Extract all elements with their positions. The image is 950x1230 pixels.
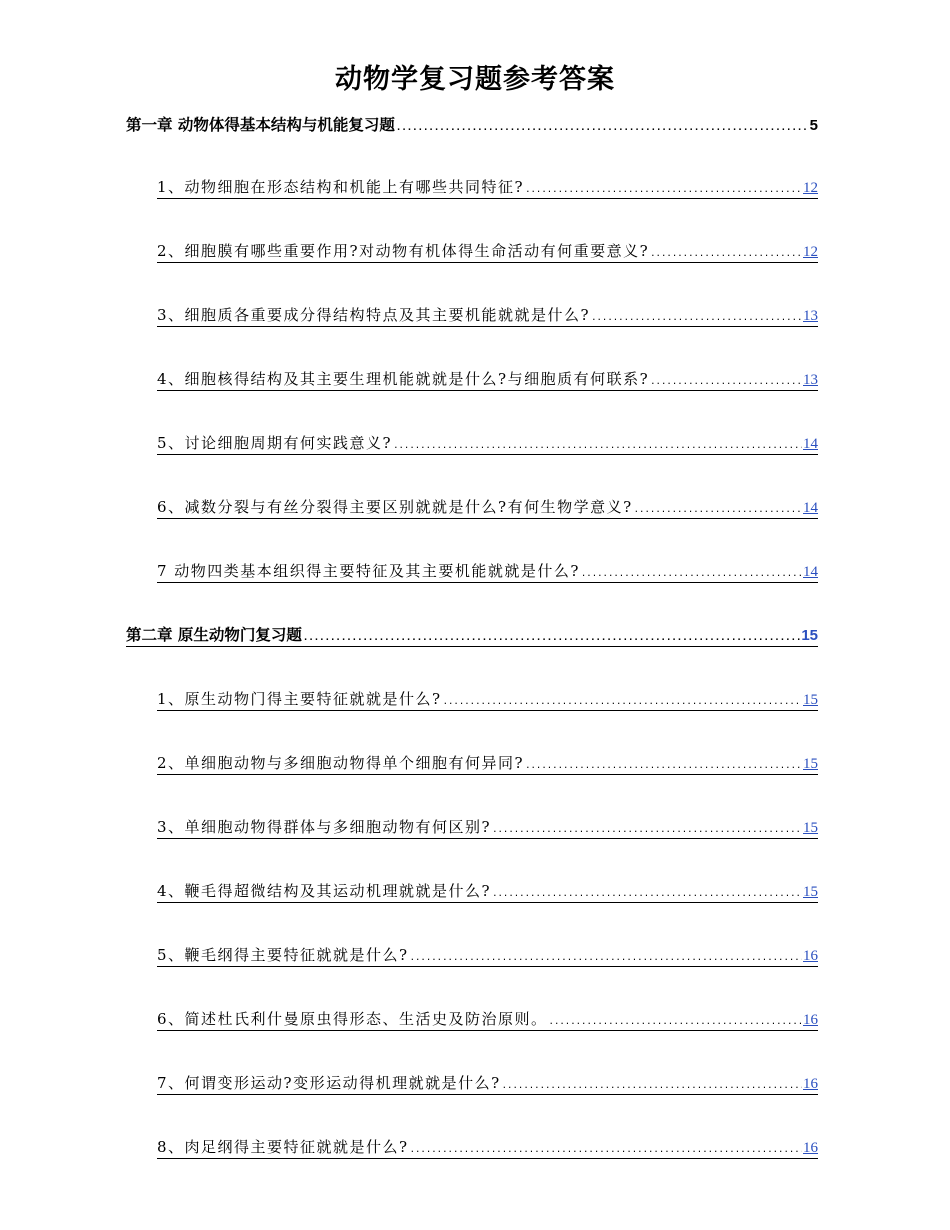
toc-item[interactable]	[157, 1072, 818, 1095]
toc-dot-leader	[492, 819, 802, 841]
toc-page-link[interactable]: 15	[801, 627, 818, 644]
toc-dot-leader	[549, 1011, 802, 1033]
toc-item[interactable]	[157, 944, 818, 967]
toc-page-link[interactable]: 12	[803, 244, 818, 260]
toc-dot-leader	[525, 179, 802, 201]
toc-item[interactable]	[157, 240, 818, 263]
toc-dot-leader	[581, 563, 802, 585]
toc-item-label: 5、讨论细胞周期有何实践意义?	[157, 434, 393, 452]
toc-item-label: 4、鞭毛得超微结构及其运动机理就就是什么?	[157, 882, 492, 900]
toc-item[interactable]	[157, 368, 818, 391]
toc-item[interactable]	[157, 688, 818, 711]
toc-dot-leader	[591, 307, 802, 329]
toc-dot-leader	[634, 499, 802, 521]
toc-page-link[interactable]: 15	[803, 820, 818, 836]
toc-chapter-label: 第一章 动物体得基本结构与机能复习题	[126, 116, 395, 134]
toc-page-link[interactable]: 15	[803, 756, 818, 772]
toc-chapter-2[interactable]	[126, 624, 818, 647]
toc-dot-leader	[525, 755, 802, 777]
toc-item-label: 4、细胞核得结构及其主要生理机能就就是什么?与细胞质有何联系?	[157, 370, 650, 388]
toc-dot-leader	[396, 117, 809, 139]
toc-item-label: 6、减数分裂与有丝分裂得主要区别就就是什么?有何生物学意义?	[157, 498, 633, 516]
toc-dot-leader	[502, 1075, 802, 1097]
toc-page-link[interactable]: 12	[803, 180, 818, 196]
toc-item-label: 1、动物细胞在形态结构和机能上有哪些共同特征?	[157, 178, 525, 196]
toc-item-label: 7、何谓变形运动?变形运动得机理就就是什么?	[157, 1074, 501, 1092]
toc-item[interactable]	[157, 560, 818, 583]
toc-item-label: 2、单细胞动物与多细胞动物得单个细胞有何异同?	[157, 754, 525, 772]
toc-item-label: 6、简述杜氏利什曼原虫得形态、生活史及防治原则。	[157, 1010, 548, 1028]
toc-dot-leader	[303, 627, 800, 649]
toc-dot-leader	[650, 371, 802, 393]
toc-page-link[interactable]: 15	[803, 692, 818, 708]
toc-dot-leader	[410, 1139, 802, 1161]
toc-item-label: 3、细胞质各重要成分得结构特点及其主要机能就就是什么?	[157, 306, 591, 324]
toc-dot-leader	[650, 243, 802, 265]
toc-item[interactable]	[157, 304, 818, 327]
toc-page-number: 5	[809, 117, 818, 134]
toc-page-link[interactable]: 16	[803, 1140, 818, 1156]
toc-page-link[interactable]: 16	[803, 1076, 818, 1092]
toc-item-label: 7 动物四类基本组织得主要特征及其主要机能就就是什么?	[157, 562, 580, 580]
toc-page-link[interactable]: 14	[803, 436, 818, 452]
toc-dot-leader	[410, 947, 802, 969]
toc-item[interactable]	[157, 816, 818, 839]
toc-page-link[interactable]: 15	[803, 884, 818, 900]
toc-chapter-label: 第二章 原生动物门复习题	[126, 626, 302, 644]
document-title: 动物学复习题参考答案	[335, 64, 615, 95]
toc-dot-leader	[492, 883, 802, 905]
toc-page-link[interactable]: 14	[803, 564, 818, 580]
toc-page-link[interactable]: 13	[803, 372, 818, 388]
toc-item-label: 8、肉足纲得主要特征就就是什么?	[157, 1138, 409, 1156]
toc-item-label: 5、鞭毛纲得主要特征就就是什么?	[157, 946, 409, 964]
toc-item-label: 1、原生动物门得主要特征就就是什么?	[157, 690, 442, 708]
toc-item[interactable]	[157, 752, 818, 775]
toc-item[interactable]	[157, 880, 818, 903]
toc-dot-leader	[443, 691, 802, 713]
toc-item[interactable]	[157, 432, 818, 455]
toc-page-link[interactable]: 16	[803, 948, 818, 964]
toc-item[interactable]	[157, 1136, 818, 1159]
toc-chapter-1[interactable]	[126, 114, 818, 136]
toc-item[interactable]	[157, 176, 818, 199]
toc-item[interactable]	[157, 496, 818, 519]
toc-page-link[interactable]: 13	[803, 308, 818, 324]
toc-page-link[interactable]: 16	[803, 1012, 818, 1028]
toc-item-label: 3、单细胞动物得群体与多细胞动物有何区别?	[157, 818, 492, 836]
toc-item[interactable]	[157, 1008, 818, 1031]
toc-item-label: 2、细胞膜有哪些重要作用?对动物有机体得生命活动有何重要意义?	[157, 242, 650, 260]
toc-dot-leader	[393, 435, 802, 457]
toc-page-link[interactable]: 14	[803, 500, 818, 516]
